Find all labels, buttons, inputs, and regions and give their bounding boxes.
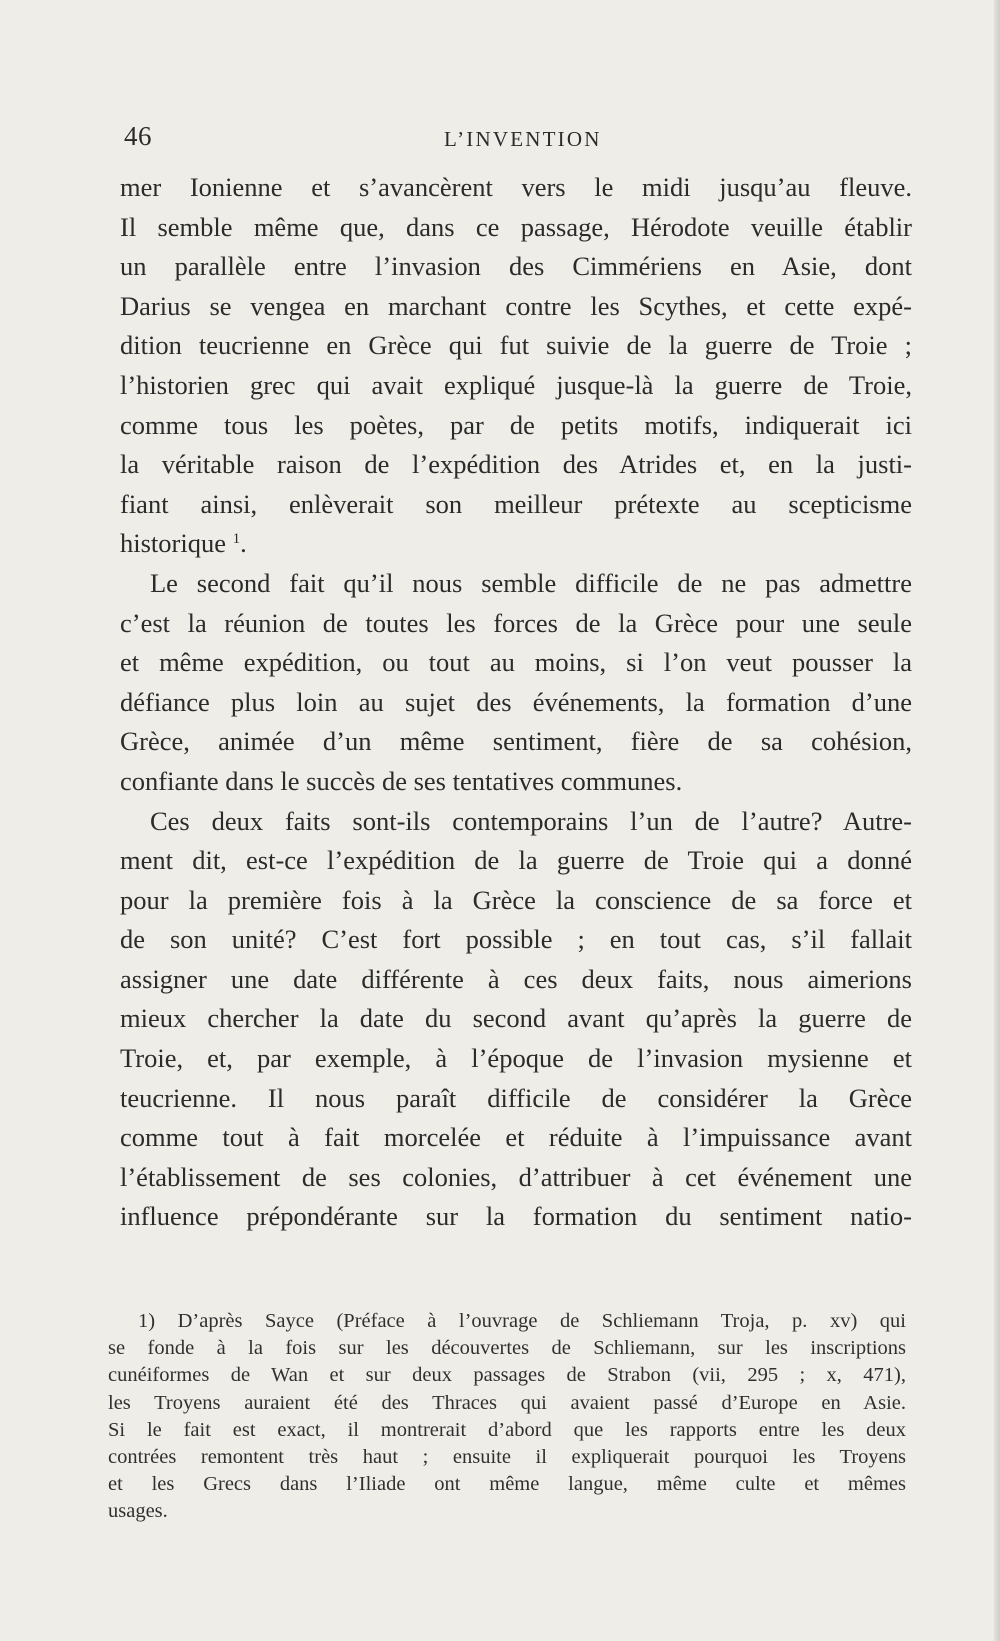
text-line: Darius se vengea en marchant contre les Scythes, et cette expé- [120, 290, 912, 321]
text-line: assigner une date différente à ces deux faits, nous aimerions [120, 963, 912, 994]
text-line: et même expédition, ou tout au moins, si l’on veut pousser la [120, 647, 912, 678]
page-edge-shadow [994, 0, 1000, 1641]
text-line: mer Ionienne et s’avancèrent vers le midi jusqu’au fleuve. [120, 172, 912, 202]
text-line: un parallèle entre l’invasion des Cimmériens en Asie, dont [120, 251, 912, 282]
running-head [124, 121, 904, 157]
footnote-line: les Troyens auraient été des Thraces qui avaient passé d’Europe en Asie. [108, 1391, 906, 1414]
footnote-line: usages. [108, 1500, 168, 1523]
text-line: dition teucrienne en Grèce qui fut suivie de la guerre de Troie ; [120, 330, 912, 361]
text-line-content: historique [120, 528, 226, 559]
footnote-line: et les Grecs dans l’Iliade ont même langue, même culte et mêmes [108, 1473, 906, 1496]
footnote-reference-punctuation: . [240, 528, 247, 559]
text-line: comme tout à fait morcelée et réduite à l’impuissance avant [120, 1122, 912, 1153]
footnote-line: contrées remontent très haut ; ensuite il expliquerait pourquoi les Troyens [108, 1446, 906, 1469]
text-line: l’historien grec qui avait expliqué jusque-là la guerre de Troie, [120, 369, 912, 400]
text-line: fiant ainsi, enlèverait son meilleur prétexte au scepticisme [120, 488, 912, 519]
text-line: pour la première fois à la Grèce la conscience de sa force et [120, 884, 912, 915]
text-line: la véritable raison de l’expédition des Atrides et, en la justi- [120, 449, 912, 480]
text-line: mieux chercher la date du second avant qu’après la guerre de [120, 1003, 912, 1034]
text-line: confiante dans le succès de ses tentatives communes. [120, 765, 683, 796]
text-line: c’est la réunion de toutes les forces de la Grèce pour une seule [120, 607, 912, 638]
running-title: L’INVENTION [444, 127, 602, 151]
text-line: Troie, et, par exemple, à l’époque de l’invasion mysienne et [120, 1043, 912, 1074]
text-line: ment dit, est-ce l’expédition de la guerre de Troie qui a donné [120, 845, 912, 876]
footnote-line: cunéiformes de Wan et sur deux passages de Strabon (vii, 295 ; x, 471), [108, 1364, 906, 1387]
footnote [108, 1308, 906, 1526]
body-text [120, 168, 912, 1237]
paragraph-first-line: Ces deux faits sont-ils contemporains l’un de l’autre? Autre- [150, 805, 912, 836]
text-line: influence prépondérante sur la formation du sentiment natio- [120, 1201, 912, 1232]
text-line [120, 524, 912, 564]
footnote-line: se fonde à la fois sur les découvertes de Schliemann, sur les inscriptions [108, 1337, 906, 1360]
text-line: teucrienne. Il nous paraît difficile de considérer la Grèce [120, 1082, 912, 1113]
text-line: l’établissement de ses colonies, d’attribuer à cet événement une [120, 1161, 912, 1192]
text-line: Grèce, animée d’un même sentiment, fière de sa cohésion, [120, 726, 912, 757]
paragraph-first-line: Le second fait qu’il nous semble difficile de ne pas admettre [150, 567, 912, 598]
footnote-reference: 1 [232, 531, 241, 548]
footnote-line: Si le fait est exact, il montrerait d’abord que les rapports entre les deux [108, 1418, 906, 1441]
page-number: 46 [124, 121, 152, 151]
text-line: défiance plus loin au sujet des événements, la formation d’une [120, 686, 912, 717]
text-line: Il semble même que, dans ce passage, Hérodote veuille établir [120, 211, 912, 242]
footnote-line: 1) D’après Sayce (Préface à l’ouvrage de Schliemann Troja, p. xv) qui [138, 1310, 906, 1332]
text-line: de son unité? C’est fort possible ; en tout cas, s’il fallait [120, 924, 912, 955]
text-line: comme tous les poètes, par de petits motifs, indiquerait ici [120, 409, 912, 440]
